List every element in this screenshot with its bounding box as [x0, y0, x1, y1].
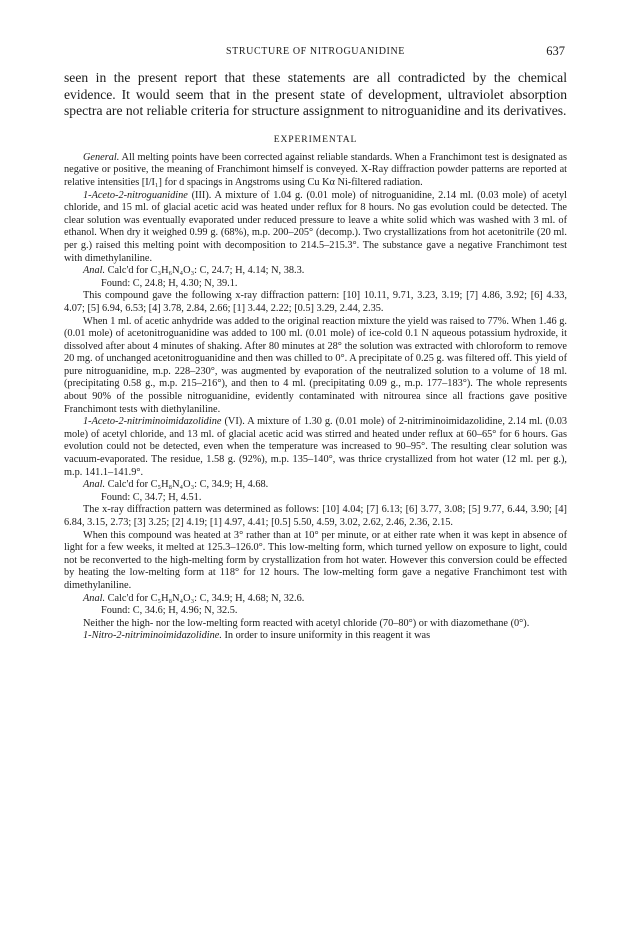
page-number: 637: [546, 44, 565, 58]
analysis-found: [64, 278, 567, 291]
paragraph-text: All melting points have been corrected against reliable standards. When a Franchimont test is designated as negative or positive, the meaning of Franchimont himself is conveyed. X-Ray diffraction powder patterns are reported at relative intensities [I/I₁] for d spacings in Angstroms using Cu Kα Ni-filtered radiation.: [64, 151, 567, 188]
paragraph-text: This compound gave the following x-ray diffraction pattern: [10] 10.11, 9.71, 3.23, 3.19; [7] 4.86, 3.92; [6] 4.33, 4.07; [5] 6.94, 6.53; [4] 3.78, 2.84, 2.66; [1] 3.44, 2.22; [0.5] 3.29, 2.44, 2.35.: [64, 290, 567, 314]
paragraph-text: Calc'd for C₅H₈N₄O₃: C, 34.9; H, 4.68; N, 32.6.: [105, 592, 305, 604]
running-title: STRUCTURE OF NITROGUANIDINE: [226, 46, 405, 57]
paragraph-text: The x-ray diffraction pattern was determined as follows: [10] 4.04; [7] 6.13; [6] 3.77, 3.08; [5] 9.77, 6.44, 3.90; [4] 6.84, 3.15, 2.73; [3] 3.25; [2] 4.19; [1] 4.97, 4.41; [0.5] 5.50, 4.59, 3.02, 2.62, 2.46, 2.36, 2.15.: [64, 504, 567, 528]
paragraph-text: Found: C, 34.7; H, 4.51.: [101, 491, 202, 503]
experimental-body: [64, 152, 567, 643]
paragraph-aceto-nitriminoimidazolidine: [64, 416, 567, 479]
paragraph-lead: 1-Aceto-2-nitroguanidine: [83, 189, 188, 201]
paragraph-text: When 1 ml. of acetic anhydride was added to the original reaction mixture the yield was raised to 77%. When 1.46 g. (0.01 mole) of acetonitroguanidine was added to 100 ml. (0.01 mole) of ice-cold 0.1 N aqueous potassium hydroxide, it dissolved after about 4 minutes of shaking. After 80 minutes at 28° the solution was extracted with chloroform to remove 20 mg. of unchanged acetonitroguanidine and then was chilled to 0°. A precipitate of 0.25 g. was filtered off. This yield of pure nitroguanidine, m.p. 228–230°, was augmented by evaporation of the neutralized solution to a volume of 18 ml. (precipitating 0.58 g., m.p. 215–216°), and then to 4 ml. (precipitating 0.09 g., m.p. 177–183°). The whole represents about 90% of the possible nitroguanidine, evidently contaminated with nitrourea since all fractions gave positive Franchimont tests with diethylaniline.: [64, 315, 568, 415]
paragraph-text: In order to insure uniformity in this reagent it was: [221, 630, 431, 642]
analysis-calculated: [64, 593, 567, 606]
paragraph-text: (III). A mixture of 1.04 g. (0.01 mole) of nitroguanidine, 2.14 ml. (0.03 mole) of acetyl chloride, and 15 ml. of glacial acetic acid was heated under reflux for 8 hours. No gas evolution could be detected. The clear solution was eventually evaporated under reduced pressure to leave a white solid which was washed with 3 ml. of ethanol. When dry it weighed 0.99 g. (68%), m.p. 200–205° (decomp.). Two crystallizations from hot acetonitrile (20 ml. per g.) raised this melting point with decomposition to 214.5–215.3°. The substance gave a negative Franchimont test with dimethylaniline.: [64, 189, 567, 264]
paragraph-low-melting: [64, 530, 567, 593]
paragraph-text: Calc'd for C₃H₆N₄O₃: C, 24.7; H, 4.14; N, 38.3.: [105, 265, 305, 277]
running-head: [64, 44, 567, 66]
paragraph-xray-1: [64, 290, 567, 315]
paragraph-neither-form: [64, 618, 567, 631]
paragraph-text: Found: C, 24.8; H, 4.30; N, 39.1.: [101, 277, 238, 289]
paragraph-text: When this compound was heated at 3° rather than at 10° per minute, or at either rate when it was kept in absence of light for a few weeks, it melted at 125.3–126.0°. This low-melting form, which turned yellow on exposure to light, could not be reconverted to the high-melting form by crystallization from hot water. However this conversion could be effected by heating the low-melting form at 118° for 12 hours. The low-melting form gave a negative Franchimont test with dimethylaniline.: [64, 529, 567, 591]
paragraph-general: [64, 152, 567, 190]
paragraph-text: (VI). A mixture of 1.30 g. (0.01 mole) of 2-nitriminoimidazolidine, 2.14 ml. (0.03 mole) of acetyl chloride, and 13 ml. of glacial acetic acid was stirred and heated under reflux at 60–65° for 6 hours. Gas evolution could not be detected, even when the temperature was increased to 90–95°. The resulting clear solution was vacuum-evaporated. The residue, 1.58 g. (92%), m.p. 135–140°, was thrice crystallized from hot water (12 ml. per g.), m.p. 141.1–141.9°.: [64, 416, 567, 478]
paragraph-text: Calc'd for C₅H₈N₄O₃: C, 34.9; H, 4.68.: [105, 479, 269, 491]
paragraph-lead: Anal.: [83, 479, 106, 491]
paragraph-lead: General.: [83, 151, 120, 163]
analysis-calculated: [64, 265, 567, 278]
paragraph-xray-2: [64, 504, 567, 529]
paragraph-lead: Anal.: [83, 592, 106, 604]
analysis-calculated: [64, 479, 567, 492]
paragraph-acetic-anhydride: [64, 316, 567, 417]
analysis-found: [64, 605, 567, 618]
paragraph-text: Found: C, 34.6; H, 4.96; N, 32.5.: [101, 605, 238, 617]
analysis-found: [64, 492, 567, 505]
paragraph-lead: Anal.: [83, 265, 106, 277]
section-heading: EXPERIMENTAL: [273, 133, 358, 145]
paragraph-text: Neither the high- nor the low-melting form reacted with acetyl chloride (70–80°) or with diazomethane (0°).: [83, 617, 530, 629]
paragraph-nitro-nitriminoimidazolidine: [64, 630, 567, 643]
paragraph-lead: 1-Aceto-2-nitriminoimidazolidine: [83, 416, 222, 428]
lead-paragraph: seen in the present report that these statements are all contradicted by the chemical evidence. It would seem that in the present state of development, ultraviolet absorption spectra are not reliable criteria for structure assignment to nitroguanidine and its derivatives.: [64, 70, 567, 119]
paragraph-aceto-nitroguanidine: [64, 190, 567, 266]
paragraph-lead: 1-Nitro-2-nitriminoimidazolidine.: [83, 630, 222, 642]
